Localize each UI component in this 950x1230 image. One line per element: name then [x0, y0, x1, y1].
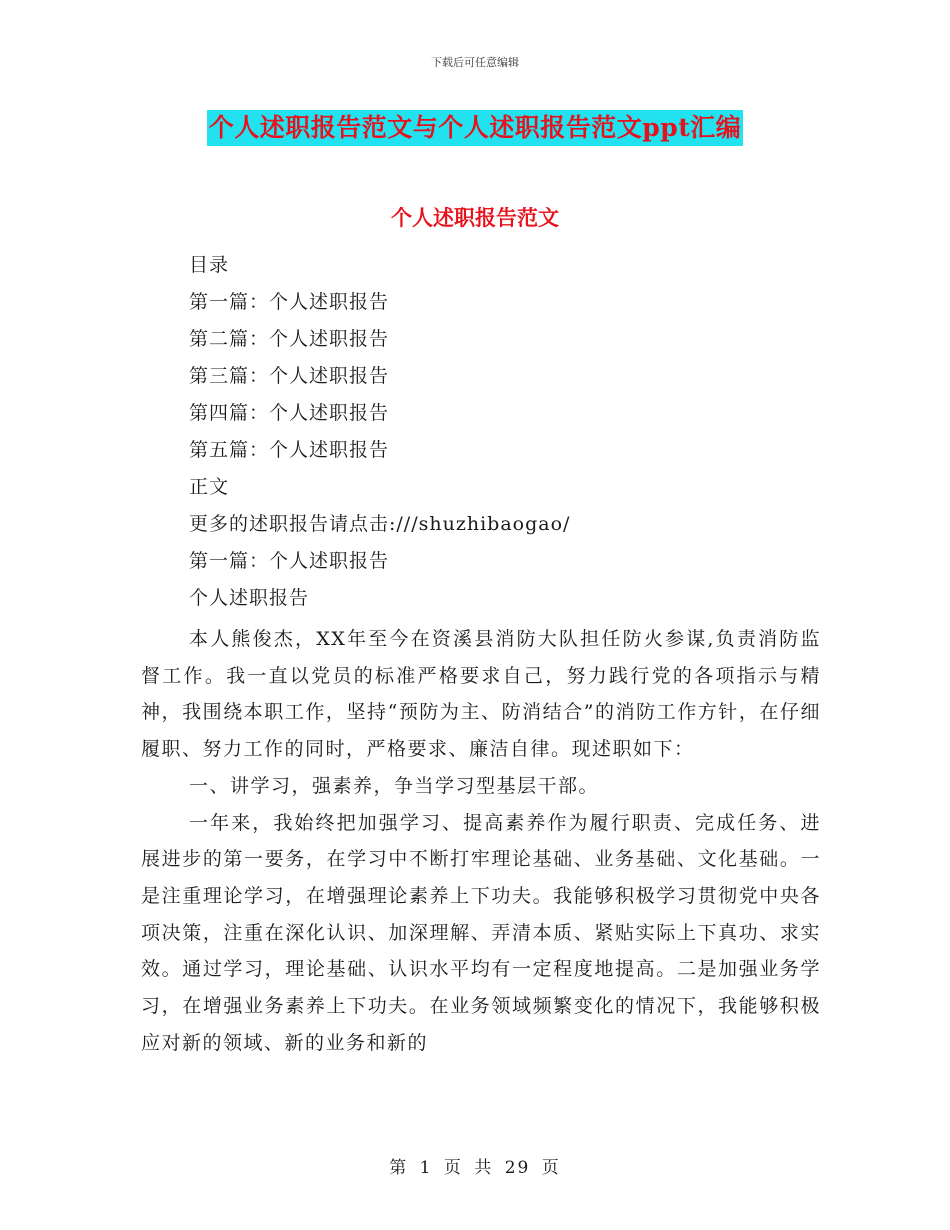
- document-title-container: [0, 110, 950, 146]
- toc-heading: 目录: [189, 254, 230, 276]
- page-footer: 第 1 页 共 29 页: [389, 1158, 561, 1178]
- table-of-contents: [189, 247, 570, 617]
- body-text: [141, 621, 821, 1061]
- toc-item-2: 第二篇：个人述职报告: [189, 328, 390, 350]
- report-heading: 个人述职报告: [189, 587, 310, 609]
- toc-item-1: 第一篇：个人述职报告: [189, 291, 390, 313]
- toc-item-4: 第四篇：个人述职报告: [189, 402, 390, 424]
- paragraph-study: 一年来，我始终把加强学习、提高素养作为履行职责、完成任务、进展进步的第一要务，在学习中不断打牢理论基础、业务基础、文化基础。一是注重理论学习，在增强理论素养上下功夫。我能够积极学习贯彻党中央各项决策，注重在深化认识、加深理解、弄清本质、紧贴实际上下真功、求实效。通过学习，理论基础、认识水平均有一定程度地提高。二是加强业务学习，在增强业务素养上下功夫。在业务领域频繁变化的情况下，我能够积极应对新的领域、新的业务和新的: [141, 811, 821, 1054]
- chapter-heading: 第一篇：个人述职报告: [189, 550, 390, 572]
- document-title: 个人述职报告范文与个人述职报告范文ppt汇编: [207, 110, 744, 146]
- paragraph-section-1-heading: 一、讲学习，强素养，争当学习型基层干部。: [189, 774, 600, 797]
- toc-item-3: 第三篇：个人述职报告: [189, 365, 390, 387]
- more-reports-link[interactable]: 更多的述职报告请点击:///shuzhibaogao/: [189, 513, 571, 535]
- body-heading: 正文: [189, 476, 230, 498]
- header-note: 下载后可任意编辑: [431, 56, 519, 69]
- toc-item-5: 第五篇：个人述职报告: [189, 439, 390, 461]
- paragraph-intro: 本人熊俊杰，XX年至今在资溪县消防大队担任防火参谋,负责消防监督工作。我一直以党员的标准严格要求自己，努力践行党的各项指示与精神，我围绕本职工作，坚持“预防为主、防消结合”的消防工作方针，在仔细履职、努力工作的同时，严格要求、廉洁自律。现述职如下：: [141, 628, 821, 761]
- section-title: 个人述职报告范文: [391, 205, 559, 230]
